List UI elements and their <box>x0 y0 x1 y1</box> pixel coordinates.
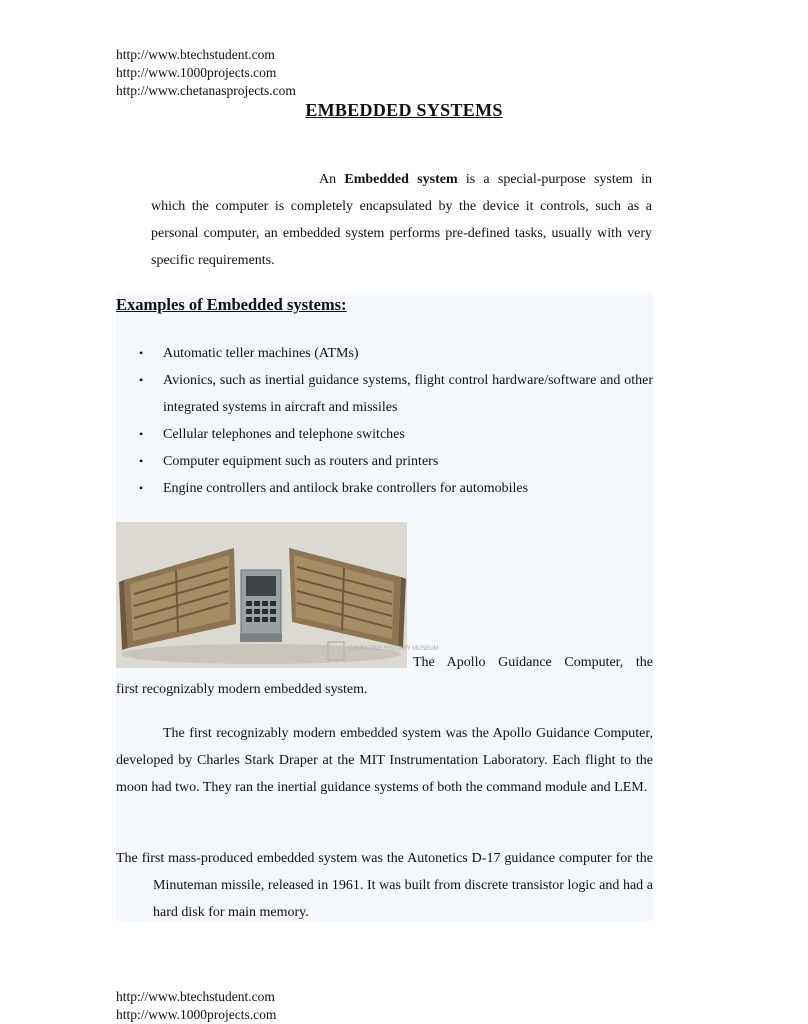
photo-watermark: COMPUTER HISTORY MUSEUM <box>348 646 439 652</box>
apollo-guidance-computer-photo <box>116 522 439 668</box>
intro-term: Embedded system <box>344 172 458 187</box>
page-title: EMBEDDED SYSTEMS <box>305 100 503 120</box>
list-item <box>116 421 653 448</box>
intro-rest: is a special-purpose system in which the computer is completely encapsulated by the device it controls, such as a personal computer, an embedded system performs pre-defined tasks, usually with very specific requirements. <box>151 172 652 268</box>
autonetics-paragraph: The first mass-produced embedded system was the Autonetics D-17 guidance computer for the Minuteman missile, released in 1961. It was built from discrete transistor logic and had a hard disk for main memory. <box>116 851 653 920</box>
footer-link-btechstudent[interactable]: http://www.btechstudent.com <box>116 989 275 1004</box>
intro-prefix: An <box>319 172 345 187</box>
list-item-text: Avionics, such as inertial guidance systems, flight control hardware/software and other integrated systems in aircraft and missiles <box>163 373 653 415</box>
list-item-text: Engine controllers and antilock brake controllers for automobiles <box>163 481 529 496</box>
apollo-paragraph: The first recognizably modern embedded system was the Apollo Guidance Computer, developed by Charles Stark Draper at the MIT Instrumentation Laboratory. Each flight to the moon had two. They ran the inertial guidance systems of both the command module and LEM. <box>116 726 653 795</box>
header-link-1000projects[interactable]: http://www.1000projects.com <box>116 65 277 80</box>
examples-heading: Examples of Embedded systems: <box>116 295 347 314</box>
list-item-text: Cellular telephones and telephone switches <box>163 427 405 442</box>
bullet-icon: • <box>139 373 144 387</box>
header-link-chetanasprojects[interactable]: http://www.chetanasprojects.com <box>116 83 296 98</box>
examples-list <box>116 340 653 502</box>
footer-link-1000projects[interactable]: http://www.1000projects.com <box>116 1007 277 1022</box>
figure-caption-line2: first recognizably modern embedded system. <box>116 682 368 697</box>
list-item <box>116 475 653 502</box>
intro-paragraph <box>151 166 652 274</box>
bullet-icon: • <box>139 454 144 468</box>
list-item <box>116 448 653 475</box>
bullet-icon: • <box>139 481 144 495</box>
list-item <box>116 340 653 367</box>
header-link-btechstudent[interactable]: http://www.btechstudent.com <box>116 47 275 62</box>
bullet-icon: • <box>139 427 144 441</box>
list-item <box>116 367 653 421</box>
bullet-icon: • <box>139 346 144 360</box>
figure-caption-line1: The Apollo Guidance Computer, the <box>413 655 653 670</box>
apollo-photo-illustration <box>116 522 439 668</box>
list-item-text: Automatic teller machines (ATMs) <box>163 346 359 361</box>
list-item-text: Computer equipment such as routers and printers <box>163 454 439 469</box>
